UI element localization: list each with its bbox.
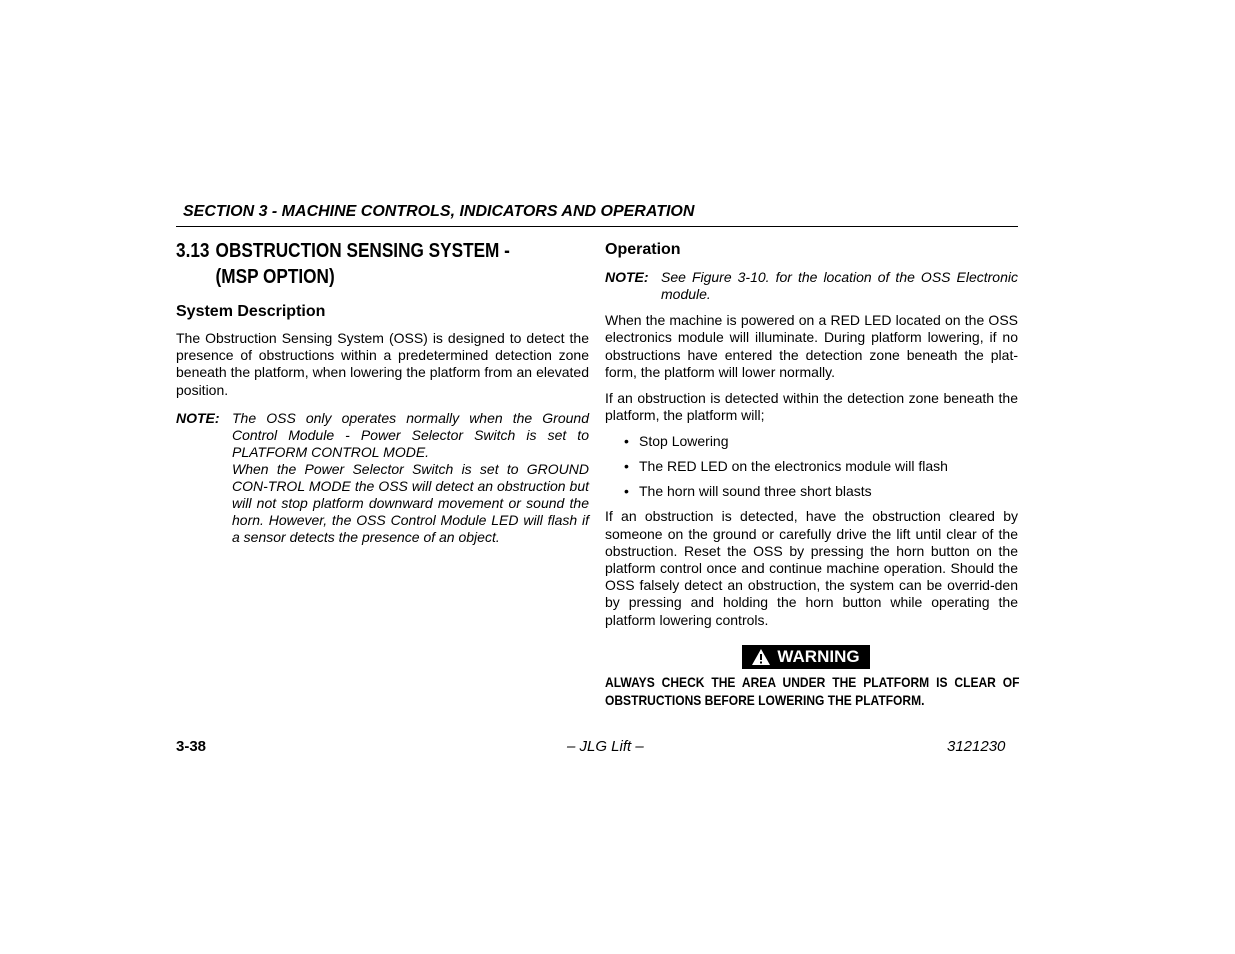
left-note	[176, 410, 589, 547]
note-para-2: When the Power Selector Switch is set to GROUND CON-TROL MODE the OSS will detect an obstruction but will not stop platform downward movement or sound the horn. However, the OSS Control Module LED will flash if a sensor detects the presence of an object.	[232, 461, 589, 546]
section-title	[176, 238, 531, 290]
right-note	[605, 269, 1018, 303]
note-label: NOTE:	[176, 409, 220, 426]
note-para-1: The OSS only operates normally when the Ground Control Module - Power Selector Switch is set to PLATFORM CONTROL MODE.	[232, 409, 589, 460]
warning-badge	[742, 645, 870, 669]
operation-para-2: If an obstruction is detected within the detection zone beneath the platform, the platform will;	[605, 390, 1018, 424]
warning-label: WARNING	[777, 646, 860, 666]
operation-title: Operation	[605, 241, 681, 258]
system-description-title: System Description	[176, 303, 326, 320]
section-header: SECTION 3 - MACHINE CONTROLS, INDICATORS AND OPERATION	[183, 203, 695, 220]
note-label: NOTE:	[605, 269, 649, 285]
warning-block	[605, 645, 1018, 709]
obstruction-actions-list	[605, 433, 1018, 500]
list-item: • The horn will sound three short blasts	[624, 483, 872, 500]
header-divider	[176, 226, 1018, 227]
list-item: • The RED LED on the electronics module will flash	[624, 458, 948, 475]
section-title-line1: OBSTRUCTION SENSING SYSTEM -	[215, 240, 510, 262]
section-title-line2: (MSP OPTION)	[215, 266, 335, 288]
footer-title: – JLG Lift –	[567, 738, 644, 755]
note-text	[232, 410, 589, 547]
left-column	[176, 238, 589, 547]
bullet-glyph: •	[624, 433, 629, 450]
right-column	[605, 238, 1018, 709]
section-number: 3.13	[176, 240, 210, 262]
warning-triangle-icon	[751, 648, 771, 666]
note-text: See Figure 3-10. for the location of the OSS Electronic module.	[661, 269, 1018, 303]
operation-para-1: When the machine is powered on a RED LED located on the OSS electronics module will illuminate. During platform lowering, if no obstructions have entered the detection zone beneath the plat-form, the platform will lower normally.	[605, 312, 1018, 380]
list-item: • Stop Lowering	[624, 433, 729, 450]
document-number: 3121230	[947, 738, 1006, 755]
system-description-body: The Obstruction Sensing System (OSS) is designed to detect the presence of obstructions within a predetermined detection zone beneath the platform, when lowering the platform from an elevated position.	[176, 330, 589, 398]
warning-text: ALWAYS CHECK THE AREA UNDER THE PLATFORM IS CLEAR OF OBSTRUCTIONS BEFORE LOWERING THE PLATFORM.	[605, 673, 1020, 708]
operation-para-3: If an obstruction is detected, have the obstruction cleared by someone on the ground or carefully drive the lift until clear of the obstruction. Reset the OSS by pressing the horn button on the platform control once and continue machine operation. Should the OSS falsely detect an obstruction, the system can be overrid-den by pressing and holding the horn button while operating the platform lowering controls.	[605, 508, 1018, 628]
bullet-glyph: •	[624, 458, 629, 475]
bullet-glyph: •	[624, 483, 629, 500]
page-number: 3-38	[176, 738, 207, 755]
